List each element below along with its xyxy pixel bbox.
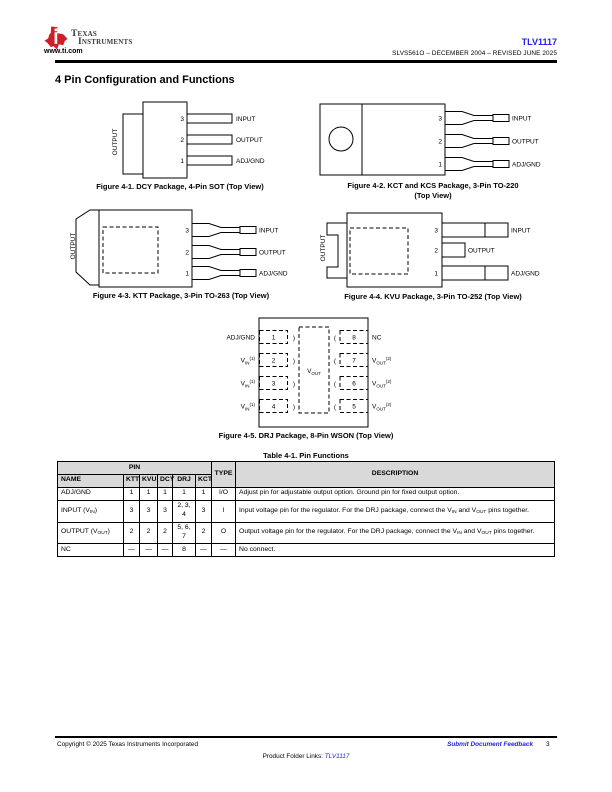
desc-sub: OUT: [481, 531, 492, 537]
pin-label: ADJ/GND: [512, 161, 541, 169]
thermal-pad-label: [307, 368, 321, 376]
header-pin-group: PIN: [58, 462, 212, 475]
pin-label: ADJ/GND: [236, 158, 265, 165]
pin-label: [241, 402, 256, 412]
thermal-pad: [299, 327, 329, 413]
name-text: OUTPUT (V: [61, 528, 98, 536]
pin-label: INPUT: [511, 227, 531, 235]
paren-glyph: (: [333, 381, 337, 388]
paren-glyph: (: [333, 335, 337, 342]
desc-text: pins together.: [491, 528, 535, 536]
pin-functions-table: [57, 461, 555, 557]
output-tab: [76, 210, 99, 285]
desc-text: and V: [456, 506, 477, 514]
figure-kct-drawing: [315, 100, 550, 180]
cell-dcy: 3: [158, 500, 173, 522]
pin-lead-end: [493, 138, 509, 145]
desc-text: pins together.: [486, 506, 530, 514]
product-links-label: Product Folder Links:: [262, 753, 325, 760]
cell-type: I/O: [212, 487, 236, 500]
pin-lead: [445, 135, 493, 148]
footer-rule: [55, 736, 557, 738]
pin-label: ADJ/GND: [259, 270, 288, 278]
pin-number: 2: [434, 247, 438, 255]
cell-kvu: 2: [140, 522, 158, 544]
figure-caption: Figure 4-4. KVU Package, 3-Pin TO-252 (Top View): [344, 292, 522, 301]
part-number-link[interactable]: TLV1117: [521, 37, 557, 47]
cell-name: [58, 487, 124, 500]
label-text: V: [372, 380, 377, 388]
pin-number: 1: [180, 158, 184, 165]
pin-label: INPUT: [259, 227, 279, 235]
label-text: V: [372, 403, 377, 411]
pin-lead: [442, 266, 508, 280]
cell-drj: 2, 3, 4: [173, 500, 196, 522]
cell-name: [58, 522, 124, 544]
table-title: Table 4-1. Pin Functions: [263, 451, 349, 460]
label-sub: IN: [245, 360, 250, 366]
pin-lead-end: [240, 227, 256, 234]
cell-kct: —: [196, 544, 212, 557]
product-links-part-link[interactable]: TLV1117: [324, 753, 350, 760]
pin-number: 2: [185, 249, 189, 257]
cell-drj: 1: [173, 487, 196, 500]
thermal-pad: [103, 227, 158, 273]
figure-caption: [313, 181, 553, 200]
label-sub: OUT: [376, 360, 386, 366]
paren-glyph: ): [292, 381, 296, 388]
paren-glyph: ): [292, 335, 296, 342]
desc-text: No connect.: [239, 545, 276, 553]
section-title: 4 Pin Configuration and Functions: [55, 74, 235, 86]
pin-lead: [445, 112, 493, 125]
desc-text: Adjust pin for adjustable output option. Ground pin for fixed output option.: [239, 489, 460, 497]
paren-glyph: ): [292, 358, 296, 365]
pin-lead: [192, 224, 240, 237]
pin-lead-end: [493, 161, 509, 168]
vout-sub: OUT: [311, 371, 321, 376]
pin-number: 3: [438, 115, 442, 123]
table-row: [58, 544, 555, 557]
desc-sub: IN: [451, 509, 457, 515]
name-sub: OUT: [97, 531, 108, 537]
table-row: [58, 500, 555, 522]
cell-kct: 2: [196, 522, 212, 544]
header-rule: [55, 60, 557, 63]
pin-label: INPUT: [236, 116, 256, 123]
pin-number: 7: [352, 357, 356, 365]
figure-dcy-drawing: [60, 100, 300, 182]
cell-drj: 5, 6, 7: [173, 522, 196, 544]
pin-lead: [187, 135, 232, 144]
tab-label: OUTPUT: [70, 232, 77, 260]
pin-label: OUTPUT: [259, 249, 286, 257]
cell-name: [58, 500, 124, 522]
cell-name: [58, 544, 124, 557]
header-kct: KCT: [196, 474, 212, 487]
pin-number: 1: [434, 270, 438, 278]
cell-dcy: —: [158, 544, 173, 557]
pin-lead: [187, 156, 232, 165]
submit-feedback-link[interactable]: Submit Document Feedback: [447, 741, 533, 748]
cell-kvu: 3: [140, 500, 158, 522]
name-text: NC: [61, 545, 71, 553]
vout-v: V: [307, 368, 312, 375]
pin-label: [241, 356, 256, 366]
figure-ktt-drawing: [60, 205, 305, 291]
tab-label: OUTPUT: [112, 128, 119, 156]
pin-number: 8: [352, 334, 356, 342]
pin-label: INPUT: [512, 115, 532, 123]
pin-lead-end: [240, 270, 256, 277]
output-tab: [327, 223, 347, 278]
pin-number: 5: [352, 403, 356, 411]
figure-caption: Figure 4-3. KTT Package, 3-Pin TO-263 (Top View): [92, 291, 270, 300]
label-text: V: [372, 357, 377, 365]
pin-lead: [442, 243, 465, 257]
pin-label: [241, 379, 256, 389]
header-name: NAME: [58, 474, 124, 487]
desc-text: Input voltage pin for the regulator. For the DRJ package, connect the V: [239, 506, 452, 514]
wordmark-line1: Texas: [71, 29, 98, 39]
cell-dcy: 2: [158, 522, 173, 544]
label-sub: OUT: [376, 406, 386, 412]
name-post: ): [107, 528, 110, 536]
desc-sub: IN: [457, 531, 462, 537]
cell-ktt: —: [124, 544, 140, 557]
logo-i-dot: [54, 28, 57, 31]
pin-lead: [442, 223, 508, 237]
copyright-notice: Copyright © 2025 Texas Instruments Incorporated: [57, 741, 198, 748]
pin-label: ADJ/GND: [511, 270, 540, 278]
website-link[interactable]: www.ti.com: [44, 48, 83, 55]
pin-label: [372, 335, 382, 342]
label-text: ADJ/GND: [226, 334, 255, 342]
header-kvu: KVU: [140, 474, 158, 487]
pin-number: 1: [271, 334, 276, 342]
cell-description: [236, 487, 555, 500]
cell-kct: 3: [196, 500, 212, 522]
header-ktt: KTT: [124, 474, 140, 487]
logo-i-stem: [55, 32, 58, 44]
caption-line2: (Top View): [414, 190, 452, 200]
desc-text: Output voltage pin for the regulator. For the DRJ package, connect the V: [239, 528, 458, 536]
pin-label: OUTPUT: [236, 137, 263, 144]
pin-number: 3: [185, 227, 189, 235]
pin-label: OUTPUT: [468, 247, 495, 255]
label-sub: IN: [245, 406, 250, 412]
pin-lead: [192, 267, 240, 280]
cell-kvu: 1: [140, 487, 158, 500]
label-sup: (1): [249, 356, 255, 361]
cell-ktt: 1: [124, 487, 140, 500]
pin-label: [372, 379, 392, 389]
pin-lead: [192, 246, 240, 259]
doc-revision-info: SLVS561O – DECEMBER 2004 – REVISED JUNE 2025: [392, 50, 557, 57]
cell-type: —: [212, 544, 236, 557]
ti-wordmark: [71, 30, 133, 46]
pin-number: 6: [352, 380, 356, 388]
pin-number: 3: [271, 380, 276, 388]
label-text: NC: [372, 334, 382, 342]
pin-lead-end: [240, 249, 256, 256]
figure-drj-drawing: [190, 315, 425, 429]
cell-kvu: —: [140, 544, 158, 557]
pin-number: 4: [271, 403, 276, 411]
name-text: ADJ/GND: [61, 489, 91, 497]
header-dcy: DCY: [158, 474, 173, 487]
name-post: ): [94, 506, 98, 514]
header-drj: DRJ: [173, 474, 196, 487]
product-folder-links: [57, 753, 555, 760]
package-body: [320, 104, 445, 175]
desc-sub: OUT: [476, 509, 487, 515]
pin-lead: [445, 158, 493, 171]
name-sub: IN: [89, 509, 95, 515]
cell-type: I: [212, 500, 236, 522]
cell-description: [236, 500, 555, 522]
cell-ktt: 2: [124, 522, 140, 544]
paren-glyph: (: [333, 404, 337, 411]
caption-line1: Figure 4-2. KCT and KCS Package, 3-Pin TO-220: [347, 181, 519, 190]
pin-lead-end: [493, 115, 509, 122]
pin-number: 1: [185, 270, 189, 278]
label-sup: (2): [385, 402, 392, 407]
wordmark-line2: Instruments: [78, 37, 133, 47]
pin-label: [372, 356, 392, 366]
paren-glyph: ): [292, 404, 296, 411]
label-sub: OUT: [376, 383, 386, 389]
tab-label: OUTPUT: [320, 234, 327, 262]
cell-drj: 8: [173, 544, 196, 557]
label-sup: (1): [249, 402, 255, 407]
paren-glyph: (: [333, 358, 337, 365]
cell-dcy: 1: [158, 487, 173, 500]
name-text: INPUT (V: [61, 506, 90, 514]
cell-kct: 1: [196, 487, 212, 500]
figure-kvu-drawing: [318, 210, 550, 290]
package-body: [99, 210, 192, 287]
pin-lead: [187, 114, 232, 123]
pin-number: 2: [180, 137, 184, 144]
pin-label: [372, 402, 392, 412]
pin-number: 2: [438, 138, 442, 146]
figure-caption: Figure 4-5. DRJ Package, 8-Pin WSON (Top View): [218, 431, 394, 440]
table-row: [58, 522, 555, 544]
pin-number: 1: [438, 161, 442, 169]
label-sup: (2): [385, 379, 392, 384]
table-row: [58, 487, 555, 500]
pin-number: 3: [434, 227, 438, 235]
cell-description: [236, 522, 555, 544]
label-sup: (2): [385, 356, 392, 361]
header-description: DESCRIPTION: [236, 462, 555, 488]
label-text: V: [240, 357, 245, 365]
pin-number: 2: [271, 357, 276, 365]
output-tab: [123, 114, 143, 174]
cell-type: O: [212, 522, 236, 544]
label-text: V: [240, 380, 245, 388]
cell-ktt: 3: [124, 500, 140, 522]
header-type: TYPE: [212, 462, 236, 488]
pin-number: 3: [180, 116, 184, 123]
package-body: [347, 213, 442, 287]
mounting-hole: [329, 127, 353, 151]
label-sub: IN: [245, 383, 250, 389]
cell-description: [236, 544, 555, 557]
label-text: V: [240, 403, 245, 411]
figure-caption: Figure 4-1. DCY Package, 4-Pin SOT (Top View): [96, 182, 264, 191]
label-sup: (1): [249, 379, 255, 384]
page-number: 3: [546, 741, 550, 748]
thermal-pad: [350, 228, 408, 274]
pin-label: OUTPUT: [512, 138, 539, 146]
pin-label: [226, 335, 255, 342]
desc-text: and V: [461, 528, 482, 536]
